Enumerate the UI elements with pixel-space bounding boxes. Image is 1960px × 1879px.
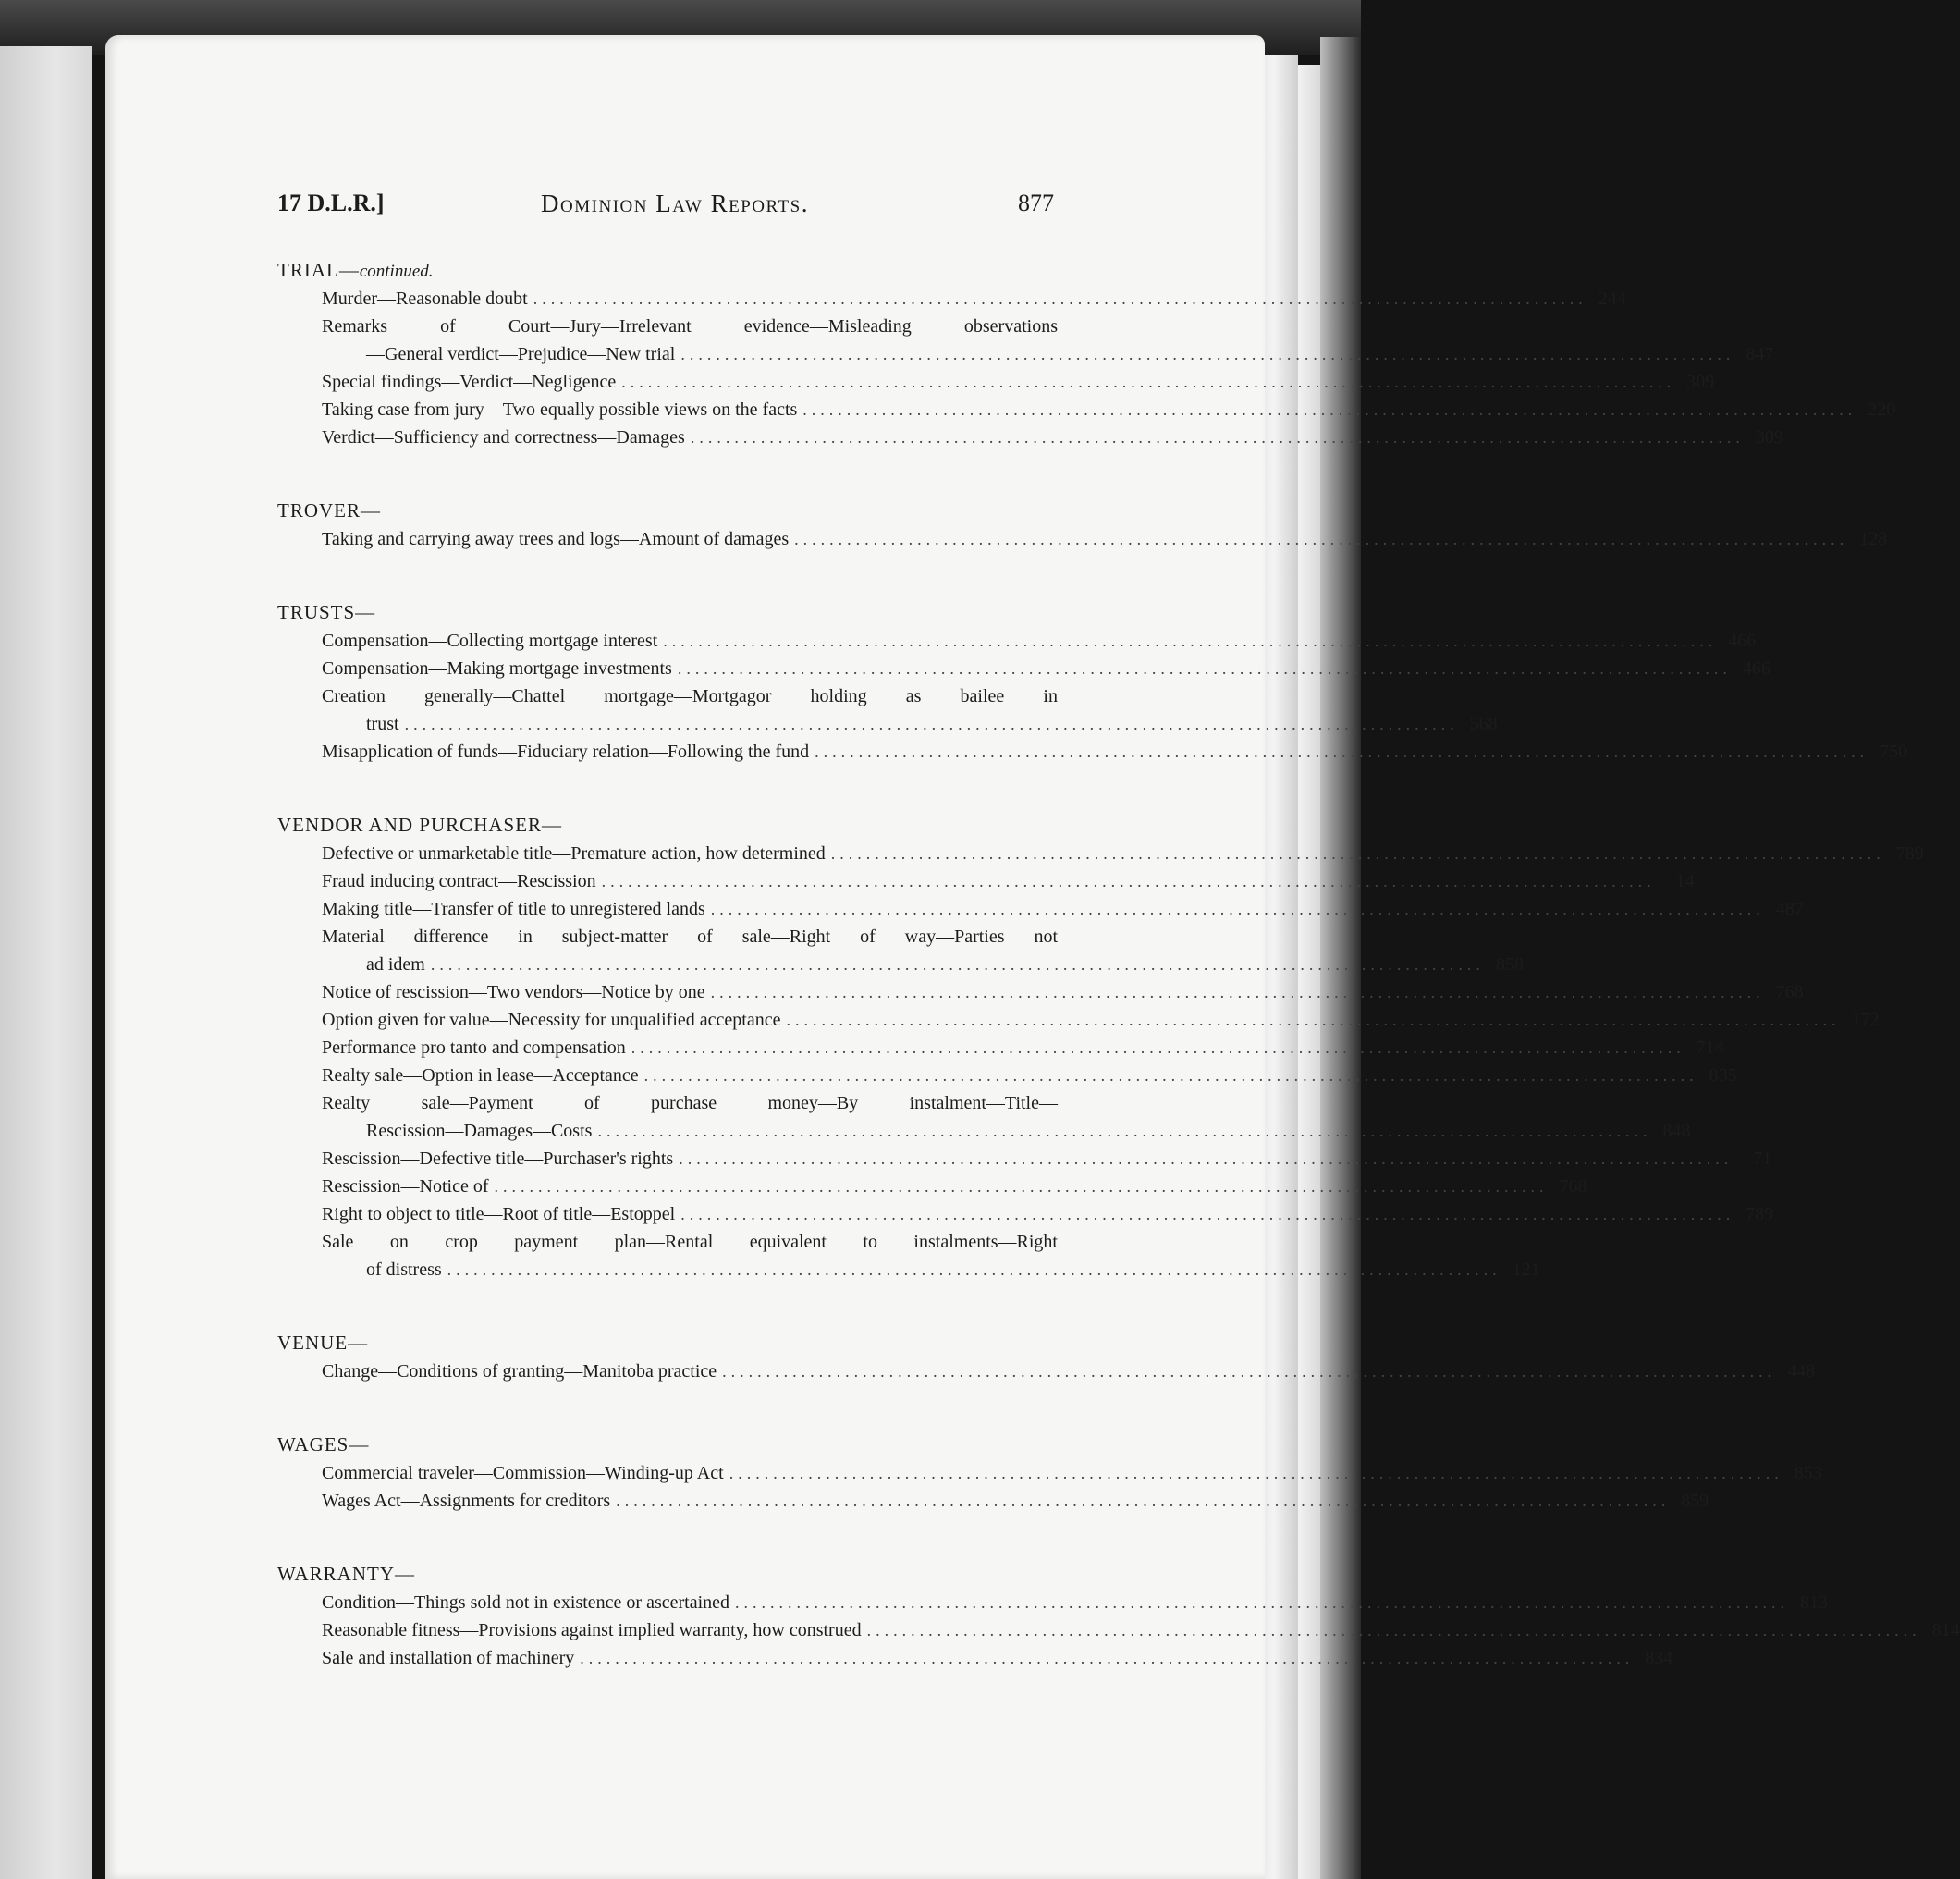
dot-leader: ........................................................................................................................ bbox=[729, 1464, 1783, 1482]
entry-text: Making title—Transfer of title to unregistered lands bbox=[322, 899, 705, 919]
volume-reference: 17 D.L.R.] bbox=[277, 190, 385, 216]
entry-line bbox=[322, 710, 1498, 738]
entry-page-number: 172 bbox=[1851, 1010, 1880, 1030]
entry-text: Taking and carrying away trees and logs—Amount of damages bbox=[322, 529, 790, 549]
index-entry bbox=[277, 424, 1783, 451]
index-entry bbox=[277, 978, 1804, 1006]
entry-text: ad idem bbox=[366, 954, 425, 975]
entry-page-number: 768 bbox=[1559, 1176, 1587, 1197]
entry-page-number: 309 bbox=[1686, 372, 1715, 392]
entry-line bbox=[322, 1089, 1058, 1117]
index-content bbox=[277, 255, 1960, 1716]
entry-line bbox=[322, 1006, 1880, 1034]
entry-text: Realty sale—Payment of purchase money—By instalment—Title— bbox=[322, 1093, 1058, 1113]
entry-line bbox=[322, 951, 1524, 978]
entry-text: Realty sale—Option in lease—Acceptance bbox=[322, 1065, 639, 1086]
index-entry bbox=[277, 525, 1888, 553]
index-section bbox=[277, 1328, 1816, 1385]
entry-page-number: 448 bbox=[1787, 1361, 1816, 1382]
entry-line bbox=[322, 424, 1783, 451]
index-section bbox=[277, 1559, 1960, 1672]
index-section bbox=[277, 1430, 1822, 1515]
entry-line bbox=[322, 655, 1770, 682]
index-entry bbox=[277, 738, 1908, 766]
section-heading bbox=[277, 1430, 1058, 1459]
running-head bbox=[277, 190, 1054, 227]
dot-leader: ........................................................................................................................ bbox=[404, 715, 1459, 733]
entry-line bbox=[322, 1145, 1772, 1173]
dot-leader: ........................................................................................................................ bbox=[690, 428, 1745, 447]
index-entry bbox=[277, 895, 1804, 923]
dot-leader: ........................................................................................................................ bbox=[430, 955, 1485, 974]
dot-leader: ........................................................................................................................ bbox=[601, 872, 1656, 890]
entry-text: Verdict—Sufficiency and correctness—Damages bbox=[322, 427, 685, 448]
dot-leader: ........................................................................................................................ bbox=[533, 289, 1587, 308]
index-entry bbox=[277, 1357, 1816, 1385]
entry-page-number: 847 bbox=[1746, 344, 1774, 364]
entry-text: Notice of rescission—Two vendors—Notice by one bbox=[322, 982, 705, 1002]
index-entry bbox=[277, 682, 1498, 738]
entry-page-number: 859 bbox=[1681, 1491, 1709, 1511]
dot-leader: ........................................................................................................................ bbox=[680, 345, 1735, 363]
index-entry bbox=[277, 1616, 1960, 1644]
index-entry bbox=[277, 313, 1774, 368]
entry-page-number: 835 bbox=[1709, 1065, 1737, 1086]
dot-leader: ........................................................................................................................ bbox=[597, 1122, 1652, 1140]
dot-leader: ........................................................................................................................ bbox=[735, 1593, 1790, 1612]
entry-text: Wages Act—Assignments for creditors bbox=[322, 1491, 611, 1511]
entry-text: Rescission—Notice of bbox=[322, 1176, 489, 1197]
page-number: 877 bbox=[1018, 190, 1054, 216]
entry-line bbox=[322, 1117, 1691, 1145]
section-heading-text: TRIAL— bbox=[277, 259, 360, 281]
entry-line bbox=[322, 738, 1908, 766]
section-heading-text: WAGES— bbox=[277, 1433, 370, 1455]
publication-title: Dominion Law Reports. bbox=[541, 190, 809, 217]
index-entry bbox=[277, 867, 1695, 895]
entry-page-number: 244 bbox=[1598, 289, 1626, 309]
dot-leader: ........................................................................................................................ bbox=[494, 1177, 1549, 1196]
index-entry bbox=[277, 1173, 1587, 1200]
entry-line bbox=[322, 923, 1058, 951]
entry-page-number: 487 bbox=[1775, 899, 1804, 919]
section-heading bbox=[277, 597, 1058, 627]
entry-line bbox=[322, 840, 1924, 867]
dot-leader: ........................................................................................................................ bbox=[830, 844, 1885, 863]
index-section bbox=[277, 496, 1888, 553]
entry-text: Sale and installation of machinery bbox=[322, 1648, 575, 1668]
entry-line bbox=[322, 285, 1626, 313]
entry-line bbox=[322, 1459, 1822, 1487]
entry-line bbox=[322, 1062, 1737, 1089]
section-heading bbox=[277, 496, 1058, 525]
facing-page-edge bbox=[0, 46, 92, 1879]
index-entry bbox=[277, 655, 1770, 682]
entry-text: Condition—Things sold not in existence or ascertained bbox=[322, 1592, 730, 1613]
entry-page-number: 14 bbox=[1675, 871, 1695, 891]
section-heading-text: VENUE— bbox=[277, 1332, 369, 1354]
dot-leader: ........................................................................................................................ bbox=[680, 1205, 1735, 1223]
index-section bbox=[277, 255, 1896, 451]
entry-page-number: 71 bbox=[1753, 1148, 1772, 1169]
entry-text: Fraud inducing contract—Rescission bbox=[322, 871, 596, 891]
index-entry bbox=[277, 1228, 1540, 1283]
entry-text: Misapplication of funds—Fiduciary relation—Following the fund bbox=[322, 742, 810, 762]
entry-page-number: 813 bbox=[1800, 1592, 1829, 1613]
entry-page-number: 568 bbox=[1469, 714, 1498, 734]
entry-line bbox=[322, 340, 1774, 368]
entry-text: Compensation—Collecting mortgage interest bbox=[322, 631, 658, 651]
entry-text: Material difference in subject-matter of sale—Right of way—Parties not bbox=[322, 927, 1058, 947]
entry-page-number: 814 bbox=[1931, 1620, 1960, 1640]
entry-line bbox=[322, 1487, 1709, 1515]
entry-text: Rescission—Defective title—Purchaser's rights bbox=[322, 1148, 674, 1169]
dot-leader: ........................................................................................................................ bbox=[815, 743, 1869, 761]
dot-leader: ........................................................................................................................ bbox=[794, 530, 1849, 548]
entry-line bbox=[322, 313, 1058, 340]
dot-leader: ........................................................................................................................ bbox=[710, 900, 1765, 918]
entry-text: Rescission—Damages—Costs bbox=[366, 1121, 593, 1141]
index-entry bbox=[277, 840, 1924, 867]
entry-text: Sale on crop payment plan—Rental equivalent to instalments—Right bbox=[322, 1232, 1058, 1252]
entry-line bbox=[322, 1256, 1540, 1283]
entry-line bbox=[322, 682, 1058, 710]
entry-text: —General verdict—Prejudice—New trial bbox=[366, 344, 676, 364]
entry-text: Murder—Reasonable doubt bbox=[322, 289, 528, 309]
section-heading-text: WARRANTY— bbox=[277, 1563, 415, 1585]
entry-page-number: 714 bbox=[1696, 1038, 1724, 1058]
dot-leader: ........................................................................................................................ bbox=[866, 1621, 1921, 1640]
entry-line bbox=[322, 1589, 1829, 1616]
dot-leader: ........................................................................................................................ bbox=[580, 1649, 1635, 1667]
entry-line bbox=[322, 978, 1804, 1006]
index-section bbox=[277, 597, 1908, 766]
entry-page-number: 466 bbox=[1742, 658, 1770, 679]
entry-line bbox=[322, 1228, 1058, 1256]
entry-line bbox=[322, 1200, 1774, 1228]
index-entry bbox=[277, 1644, 1673, 1672]
index-entry bbox=[277, 923, 1524, 978]
entry-page-number: 789 bbox=[1895, 843, 1924, 864]
index-entry bbox=[277, 1589, 1829, 1616]
index-entry bbox=[277, 396, 1896, 424]
dot-leader: ........................................................................................................................ bbox=[786, 1011, 1841, 1029]
index-entry bbox=[277, 1062, 1737, 1089]
entry-text: Defective or unmarketable title—Premature action, how determined bbox=[322, 843, 826, 864]
entry-text: Change—Conditions of granting—Manitoba practice bbox=[322, 1361, 717, 1382]
entry-text: Taking case from jury—Two equally possible views on the facts bbox=[322, 399, 798, 420]
entry-page-number: 128 bbox=[1859, 529, 1888, 549]
entry-line bbox=[322, 627, 1757, 655]
entry-text: Reasonable fitness—Provisions against implied warranty, how construed bbox=[322, 1620, 862, 1640]
entry-page-number: 853 bbox=[1794, 1463, 1822, 1483]
entry-text: of distress bbox=[366, 1259, 442, 1280]
dot-leader: ........................................................................................................................ bbox=[631, 1038, 1685, 1057]
section-heading bbox=[277, 810, 1058, 840]
section-heading-text: TRUSTS— bbox=[277, 601, 376, 623]
entry-line bbox=[322, 396, 1896, 424]
index-entry bbox=[277, 627, 1757, 655]
entry-page-number: 768 bbox=[1775, 982, 1804, 1002]
section-heading-text: VENDOR AND PURCHASER— bbox=[277, 814, 563, 836]
entry-page-number: 789 bbox=[1746, 1204, 1774, 1224]
dot-leader: ........................................................................................................................ bbox=[802, 400, 1857, 419]
entry-line bbox=[322, 525, 1888, 553]
entry-line bbox=[322, 1616, 1960, 1644]
index-entry bbox=[277, 285, 1626, 313]
index-entry bbox=[277, 1006, 1880, 1034]
section-heading bbox=[277, 255, 1058, 285]
dot-leader: ........................................................................................................................ bbox=[679, 1149, 1733, 1168]
entry-line bbox=[322, 1173, 1587, 1200]
entry-line bbox=[322, 1644, 1673, 1672]
continued-label: continued. bbox=[359, 262, 434, 281]
index-entry bbox=[277, 1487, 1709, 1515]
entry-text: Commercial traveler—Commission—Winding-up Act bbox=[322, 1463, 724, 1483]
entry-text: trust bbox=[366, 714, 399, 734]
dot-leader: ........................................................................................................................ bbox=[447, 1260, 1501, 1279]
entry-page-number: 121 bbox=[1512, 1259, 1540, 1280]
index-entry bbox=[277, 1034, 1724, 1062]
entry-text: Performance pro tanto and compensation bbox=[322, 1038, 626, 1058]
dot-leader: ........................................................................................................................ bbox=[663, 632, 1718, 650]
dot-leader: ........................................................................................................................ bbox=[621, 373, 1676, 391]
entry-line bbox=[322, 1357, 1816, 1385]
dot-leader: ........................................................................................................................ bbox=[710, 983, 1765, 1001]
section-heading bbox=[277, 1559, 1058, 1589]
section-heading-text: TROVER— bbox=[277, 499, 381, 522]
dot-leader: ........................................................................................................................ bbox=[722, 1362, 1777, 1381]
entry-text: Right to object to title—Root of title—Estoppel bbox=[322, 1204, 676, 1224]
entry-page-number: 466 bbox=[1728, 631, 1757, 651]
entry-page-number: 848 bbox=[1662, 1121, 1691, 1141]
entry-text: Special findings—Verdict—Negligence bbox=[322, 372, 617, 392]
dot-leader: ........................................................................................................................ bbox=[677, 659, 1732, 678]
entry-page-number: 834 bbox=[1645, 1648, 1673, 1668]
entry-text: Creation generally—Chattel mortgage—Mortgagor holding as bailee in bbox=[322, 686, 1058, 706]
index-entry bbox=[277, 368, 1715, 396]
index-entry bbox=[277, 1145, 1772, 1173]
index-entry bbox=[277, 1200, 1774, 1228]
index-entry bbox=[277, 1089, 1691, 1145]
entry-page-number: 309 bbox=[1755, 427, 1783, 448]
entry-page-number: 750 bbox=[1880, 742, 1908, 762]
entry-line bbox=[322, 368, 1715, 396]
entry-line bbox=[322, 895, 1804, 923]
entry-line bbox=[322, 867, 1695, 895]
section-heading bbox=[277, 1328, 1058, 1357]
entry-page-number: 220 bbox=[1868, 399, 1896, 420]
dot-leader: ........................................................................................................................ bbox=[616, 1492, 1671, 1510]
entry-text: Compensation—Making mortgage investments bbox=[322, 658, 672, 679]
entry-text: Option given for value—Necessity for unqualified acceptance bbox=[322, 1010, 781, 1030]
entry-line bbox=[322, 1034, 1724, 1062]
index-entry bbox=[277, 1459, 1822, 1487]
entry-page-number: 858 bbox=[1495, 954, 1524, 975]
index-section bbox=[277, 810, 1924, 1283]
dot-leader: ........................................................................................................................ bbox=[643, 1066, 1698, 1085]
entry-text: Remarks of Court—Jury—Irrelevant evidence—Misleading observations bbox=[322, 316, 1058, 337]
